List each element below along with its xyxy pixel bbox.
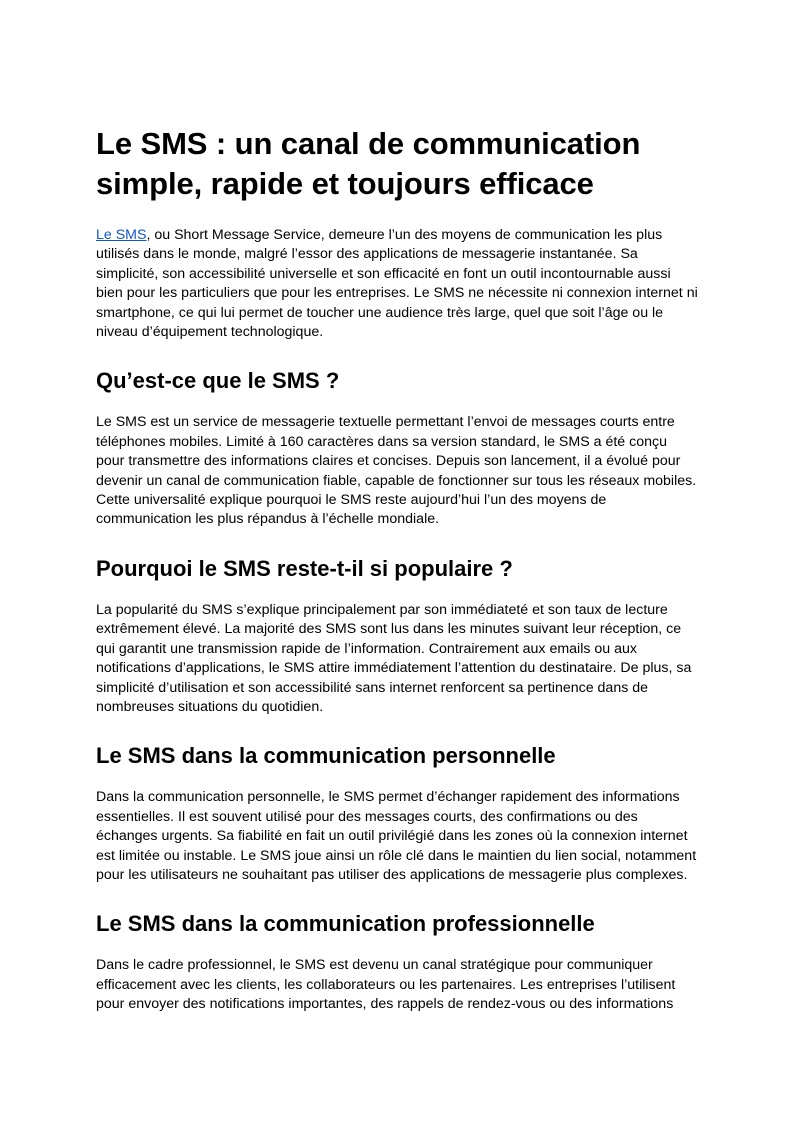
section-body-what-is-sms: Le SMS est un service de messagerie textuelle permettant l’envoi de messages courts entre téléphones mobiles. Limité à 160 caractères dans sa version standard, le SMS a été conçu pour transmettre des informations claires et concises. Depuis son lancement, il a évolué pour devenir un canal de communication fiable, capable de fonctionner sur tous les réseaux mobiles. Cette universalité explique pourquoi le SMS reste aujourd’hui l’un des moyens de communication les plus répandus à l’échelle mondiale.	[96, 414, 697, 528]
document-title: Le SMS : un canal de communication simple, rapide et toujours efficace	[96, 126, 641, 201]
section-body-professional: Dans le cadre professionnel, le SMS est devenu un canal stratégique pour communiquer efficacement avec les clients, les collaborateurs ou les partenaires. Les entreprises l’utilisent pour envoyer des notifications importantes, des rappels de rendez-vous ou des informations	[96, 957, 676, 1013]
intro-paragraph	[96, 226, 698, 342]
section-body-personal: Dans la communication personnelle, le SMS permet d’échanger rapidement des informations essentielles. Il est souvent utilisé pour des messages courts, des confirmations ou des échanges urgents. Sa fiabilité en fait un outil privilégié dans les zones où la connexion internet est limitée ou instable. Le SMS joue ainsi un rôle clé dans le maintien du lien social, notamment pour les utilisateurs ne souhaitant pas utiliser des applications de messagerie plus complexes.	[96, 789, 697, 883]
document-page	[96, 124, 698, 1040]
sms-link[interactable]: Le SMS	[96, 227, 147, 243]
section-heading-professional: Le SMS dans la communication professionnelle	[96, 911, 595, 937]
section-heading-what-is-sms: Qu’est-ce que le SMS ?	[96, 368, 340, 394]
intro-text: , ou Short Message Service, demeure l’un des moyens de communication les plus utilisés dans le monde, malgré l’essor des applications de messagerie instantanée. Sa simplicité, son accessibilité universelle et son efficacité en font un outil incontournable aussi bien pour les particuliers que pour les entreprises. Le SMS ne nécessite ni connexion internet ni smartphone, ce qui lui permet de toucher une audience très large, quel que soit l’âge ou le niveau d’équipement technologique.	[96, 227, 698, 341]
section-heading-personal: Le SMS dans la communication personnelle	[96, 743, 556, 769]
section-heading-popularity: Pourquoi le SMS reste-t-il si populaire ?	[96, 555, 513, 581]
section-body-popularity: La popularité du SMS s’explique principalement par son immédiateté et son taux de lecture extrêmement élevé. La majorité des SMS sont lus dans les minutes suivant leur réception, ce qui garantit une transmission rapide de l’information. Contrairement aux emails ou aux notifications d’applications, le SMS attire immédiatement l’attention du destinataire. De plus, sa simplicité d’utilisation et son accessibilité sans internet renforcent sa pertinence dans de nombreuses situations du quotidien.	[96, 601, 692, 715]
